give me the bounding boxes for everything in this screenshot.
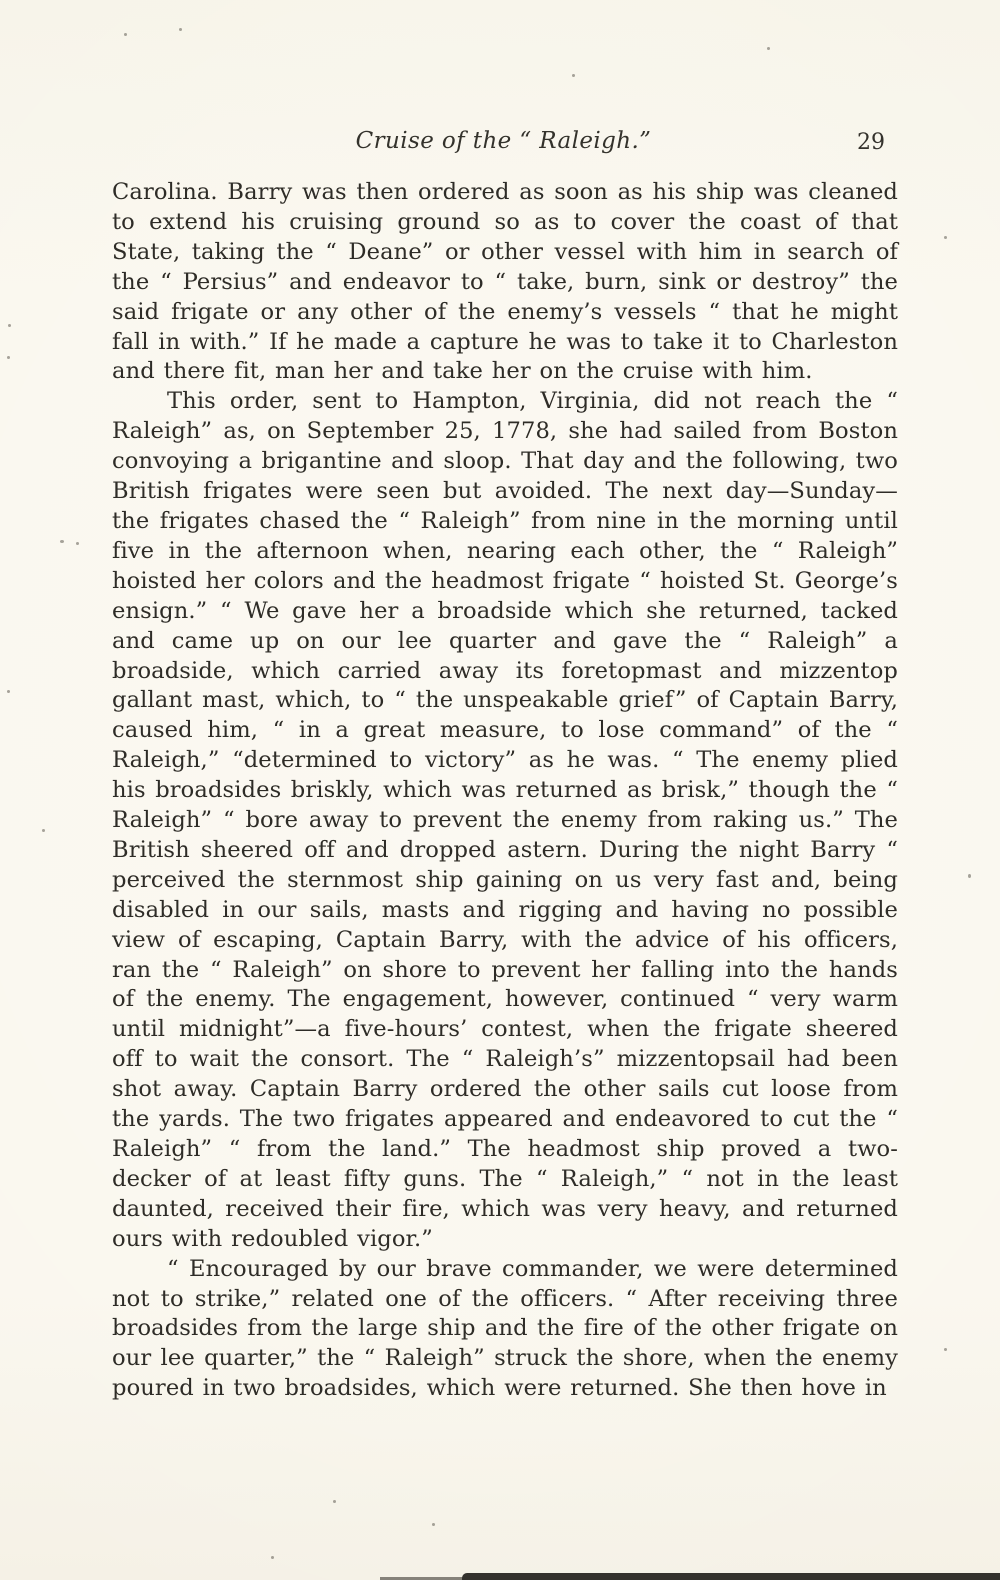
scan-speck (767, 47, 770, 50)
paragraph: Carolina. Barry was then ordered as soon as his ship was cleaned to extend his cruising ground so as to cover the coast of that State, taking the “ Deane” or other vessel with him in search of the “ Persius” and endeavor to “ take, burn, sink or destroy” the said frigate or any other of the enemy’s vessels “ that he might fall in with.” If he made a capture he was to take it to Charleston and there fit, man her and take her on the cruise with him. (112, 179, 898, 385)
page-number: 29 (857, 130, 885, 155)
scan-speck (944, 236, 947, 239)
scan-speck (179, 28, 182, 31)
running-header (112, 128, 895, 162)
paragraph: “ Encouraged by our brave commander, we were determined not to strike,” related one of the officers. “ After receiving three broadsides from the large ship and the fire of the other frigate on our lee quarter,” the “ Raleigh” struck the shore, when the enemy poured in two broadsides, which were returned. She then hove in (112, 1255, 898, 1402)
paragraph: This order, sent to Hampton, Virginia, did not reach the “ Raleigh” as, on September 25, 1778, she had sailed from Boston convoying a brigantine and sloop. That day and the following, two British frigates were seen but avoided. The next day—Sunday— the frigates chased the “ Raleigh” from nine in the morning until five in the afternoon when, nearing each other, the “ Raleigh” hoisted her colors and the headmost frigate “ hoisted St. George’s ensign.” “ We gave her a broadside which she returned, tacked and came up on our lee quarter and gave the “ Raleigh” a broadside, which carried away its foretopmast and mizzentop gallant mast, which, to “ the unspeakable grief” of Captain Barry, caused him, “ in a great measure, to lose command” of the “ Raleigh,” “determined to victory” as he was. “ The enemy plied his broadsides briskly, which was returned as brisk,” though the “ Raleigh” “ bore away to prevent the enemy from raking us.” The British sheered off and dropped astern. During the night Barry “ perceived the sternmost ship gaining on us very fast and, being disabled in our sails, masts and rigging and having no possible view of escaping, Captain Barry, with the advice of his officers, ran the “ Raleigh” on shore to prevent her falling into the hands of the enemy. The engagement, however, continued “ very warm until midnight”—a five-hours’ contest, when the frigate sheered off to wait the consort. The “ Raleigh’s” mizzentopsail had been shot away. Captain Barry ordered the other sails cut loose from the yards. The two frigates appeared and endeavored to cut the “ Raleigh” “ from the land.” The headmost ship proved a two-decker of at least fifty guns. The “ Raleigh,” “ not in the least daunted, received their fire, which was very heavy, and returned ours with redoubled vigor.” (112, 388, 898, 1252)
scan-speck (7, 356, 10, 359)
scan-speck (8, 324, 11, 327)
page-body-text (112, 178, 898, 1404)
scan-speck (432, 1523, 435, 1526)
scan-speck (968, 874, 971, 878)
scan-speck (60, 540, 64, 543)
scan-speck (271, 1556, 274, 1559)
scan-speck (944, 1348, 947, 1351)
scan-speck (42, 829, 45, 832)
scan-edge-shadow (462, 1573, 1000, 1580)
scan-speck (124, 33, 127, 36)
scan-speck (76, 542, 79, 545)
scan-speck (572, 74, 575, 77)
running-header-title: Cruise of the “ Raleigh.” (355, 128, 652, 154)
scan-speck (333, 1500, 336, 1503)
scan-speck (7, 690, 10, 693)
